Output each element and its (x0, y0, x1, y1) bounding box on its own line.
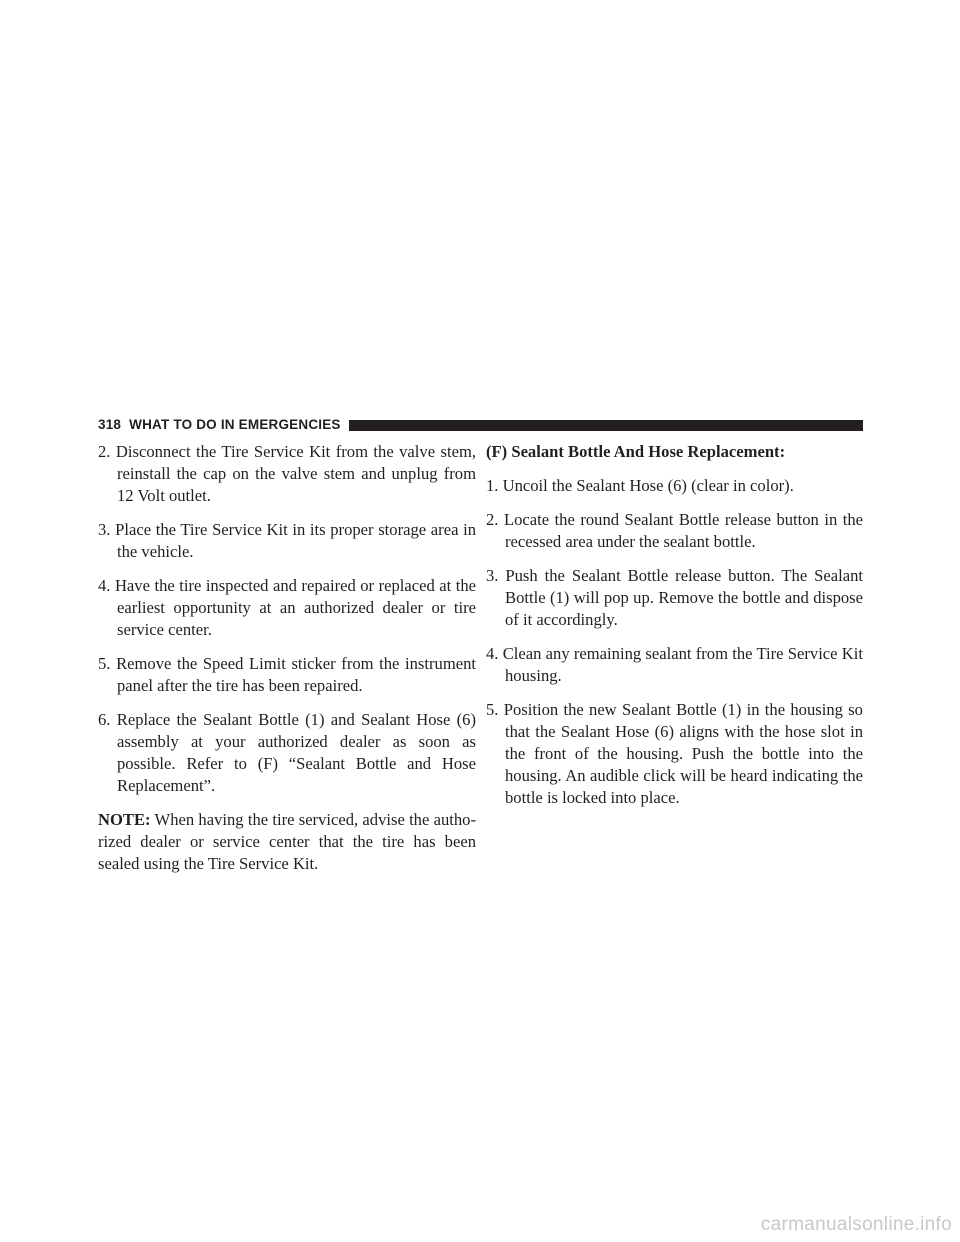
note-paragraph (98, 809, 476, 875)
item-text: Push the Sealant Bottle release button. The Sealant Bottle (1) will pop up. Remove the bottle and dispose of it accordingly. (505, 566, 863, 629)
list-item (486, 565, 863, 631)
list-item (486, 643, 863, 687)
list-item (98, 519, 476, 563)
note-text: When having the tire serviced, advise the authorized dealer or service center that the tire has been sealed using the Tire Service Kit. (98, 810, 476, 873)
list-item (98, 653, 476, 697)
list-item (486, 509, 863, 553)
list-item (486, 475, 863, 497)
item-text: Remove the Speed Limit sticker from the instrument panel after the tire has been repaired. (116, 654, 476, 695)
section-title: WHAT TO DO IN EMERGENCIES (129, 417, 341, 432)
item-number: 4. (98, 576, 111, 595)
page-header (98, 418, 863, 432)
note-label: NOTE: (98, 810, 151, 829)
list-item (98, 575, 476, 641)
item-number: 6. (98, 710, 111, 729)
item-number: 2. (486, 510, 499, 529)
list-item (486, 699, 863, 809)
watermark: carmanualsonline.info (760, 1214, 952, 1235)
item-text: Replace the Sealant Bottle (1) and Sealant Hose (6) assembly at your authorized dealer as soon as possible. Refer to (F) “Sealant Bottle and Hose Replacement”. (116, 710, 476, 795)
item-text: Disconnect the Tire Service Kit from the valve stem, reinstall the cap on the valve stem and unplug from 12 Volt outlet. (115, 442, 476, 505)
item-number: 1. (486, 476, 499, 495)
header-rule (349, 420, 863, 431)
item-text: Locate the round Sealant Bottle release button in the recessed area under the sealant bottle. (503, 510, 864, 551)
item-text: Place the Tire Service Kit in its proper storage area in the vehicle. (115, 520, 476, 561)
section-heading: (F) Sealant Bottle And Hose Replacement: (486, 442, 786, 461)
right-column (486, 441, 863, 821)
list-item (98, 441, 476, 507)
item-text: Clean any remaining sealant from the Tire Service Kit housing. (502, 644, 863, 685)
item-text: Uncoil the Sealant Hose (6) (clear in color). (502, 476, 794, 495)
list-item (98, 709, 476, 797)
item-number: 4. (486, 644, 499, 663)
left-column (98, 441, 476, 887)
item-text: Position the new Sealant Bottle (1) in the housing so that the Sealant Hose (6) aligns with the hose slot in the front of the housing. Push the bottle into the housing. An audible click will be heard indicating the bottle is locked into place. (503, 700, 863, 807)
item-number: 3. (98, 520, 111, 539)
item-number: 5. (486, 700, 499, 719)
page-number: 318 (98, 417, 122, 432)
item-text: Have the tire inspected and repaired or replaced at the earliest opportunity at an authorized dealer or tire service center. (114, 576, 476, 639)
item-number: 2. (98, 442, 111, 461)
item-number: 5. (98, 654, 111, 673)
item-number: 3. (486, 566, 499, 585)
